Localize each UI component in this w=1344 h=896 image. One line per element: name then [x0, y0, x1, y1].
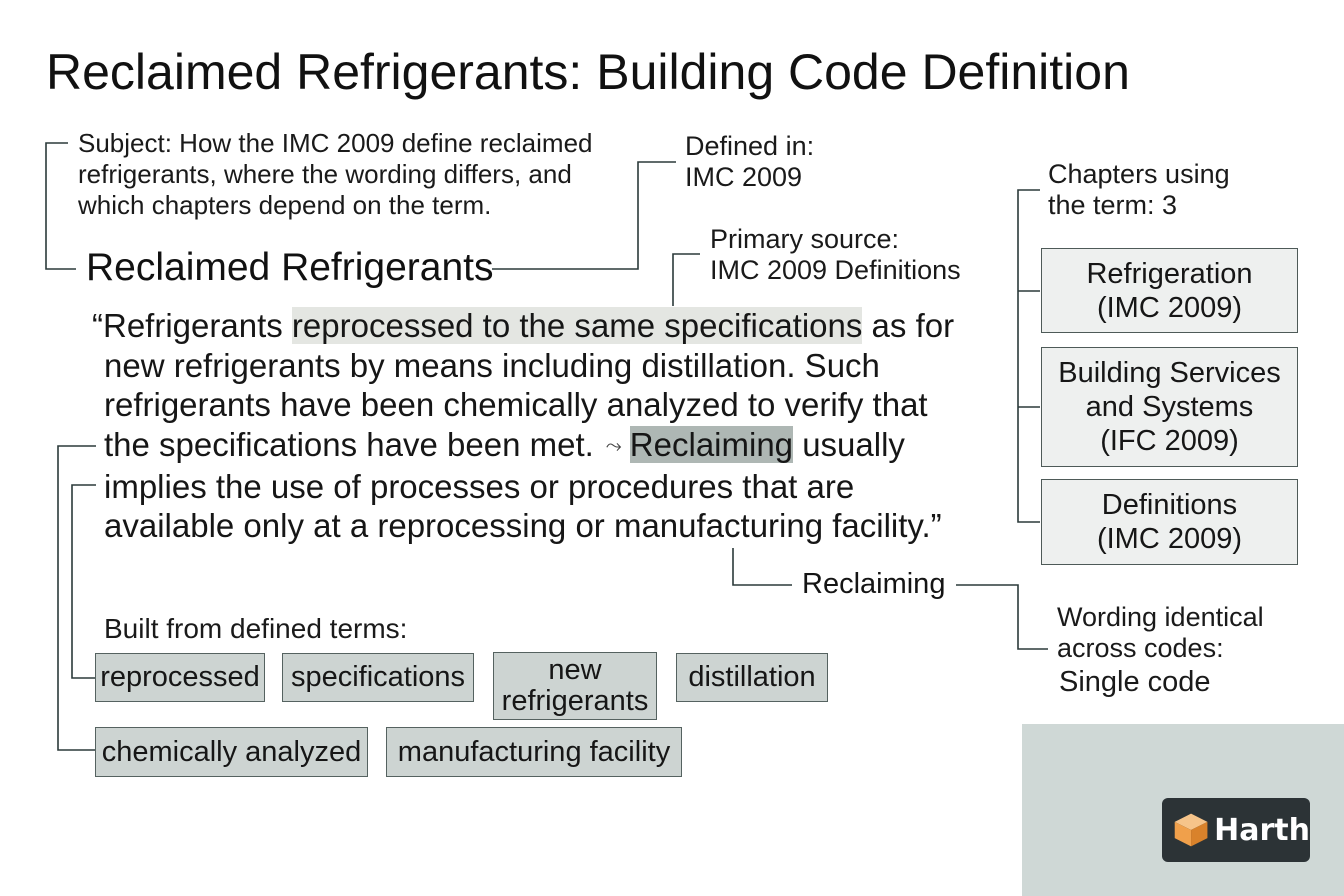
definition-line-3: refrigerants have been chemically analyzed to verify that [104, 386, 928, 423]
term-chip-new-refrigerants[interactable]: new refrigerants [493, 652, 657, 720]
chapters-label-line-2: the term: 3 [1048, 190, 1178, 220]
wording-line-1: Wording identical [1057, 602, 1264, 632]
subject-text: Subject: How the IMC 2009 define reclaimed refrigerants, where the wording differs, and which chapters depend on the term. [78, 128, 593, 220]
reclaiming-to-wording-line [956, 585, 1048, 649]
term-chip-manufacturing-facility[interactable]: manufacturing facility [386, 727, 682, 777]
definition-line-4b: usually [793, 425, 905, 463]
wording-line-2: across codes: [1057, 633, 1224, 663]
definition-line-5: implies the use of processes or procedures that are [104, 467, 855, 505]
definition-line-2: new refrigerants by means including distillation. Such [104, 346, 880, 384]
definition-highlight: reprocessed to the same specifications [291, 307, 863, 344]
reclaiming-label: Reclaiming [802, 568, 946, 600]
defined-in-value: IMC 2009 [685, 162, 803, 192]
reclaiming-line-left [733, 548, 792, 585]
reclaiming-highlight: Reclaiming [629, 425, 794, 463]
chapter-3-title: Definitions [1101, 489, 1238, 521]
definition-line-4a: the specifications have been met. [104, 425, 594, 463]
open-quote: “ [92, 307, 103, 344]
logo-text: Harth [1214, 812, 1310, 848]
term-chip-distillation[interactable]: distillation [676, 653, 828, 702]
term-chip-reprocessed[interactable]: reprocessed [95, 653, 265, 702]
wording-value: Single code [1059, 666, 1211, 698]
chapter-box-building-services[interactable] [1041, 347, 1298, 467]
quote-to-chips-row2-line [58, 446, 96, 750]
definition-line-6: available only at a reprocessing or manufacturing facility.” [104, 507, 942, 545]
chapter-box-definitions[interactable] [1041, 479, 1298, 565]
defined-in-label: Defined in: [685, 131, 815, 161]
wording-note [1057, 602, 1264, 700]
built-from-label: Built from defined terms: [104, 613, 408, 644]
term-chip-chemically-analyzed[interactable]: chemically analyzed [95, 727, 368, 777]
link-mark-icon: ⤳ [605, 435, 622, 458]
term-heading: Reclaimed Refrigerants [86, 246, 494, 289]
chapter-1-title: Refrigeration [1086, 257, 1253, 290]
definition-line-1a: Refrigerants [103, 307, 292, 344]
chapter-1-code: (IMC 2009) [1096, 291, 1243, 324]
chapter-2-title-2: and Systems [1085, 391, 1254, 423]
cube-logo-icon [1172, 810, 1210, 850]
defined-in [685, 131, 814, 193]
chapters-label-line-1: Chapters using [1048, 159, 1230, 189]
definition-quote [92, 306, 992, 546]
page-title: Reclaimed Refrigerants: Building Code Definition [46, 44, 1130, 100]
primary-source [710, 224, 961, 286]
subject-bracket [46, 143, 76, 269]
chapter-2-title-1: Building Services [1058, 357, 1281, 389]
chapter-2-code: (IFC 2009) [1100, 425, 1239, 457]
primary-source-value: IMC 2009 Definitions [710, 255, 961, 285]
primary-source-label: Primary source: [710, 224, 900, 254]
chapter-3-code: (IMC 2009) [1096, 523, 1243, 555]
chapter-box-refrigeration[interactable] [1041, 248, 1298, 333]
chapters-label [1048, 159, 1230, 221]
primary-source-line [673, 254, 700, 306]
definition-line-1b: as for [862, 307, 955, 344]
term-chip-specifications[interactable]: specifications [282, 653, 474, 702]
chapters-bracket [1018, 190, 1040, 522]
brand-logo [1162, 798, 1310, 862]
